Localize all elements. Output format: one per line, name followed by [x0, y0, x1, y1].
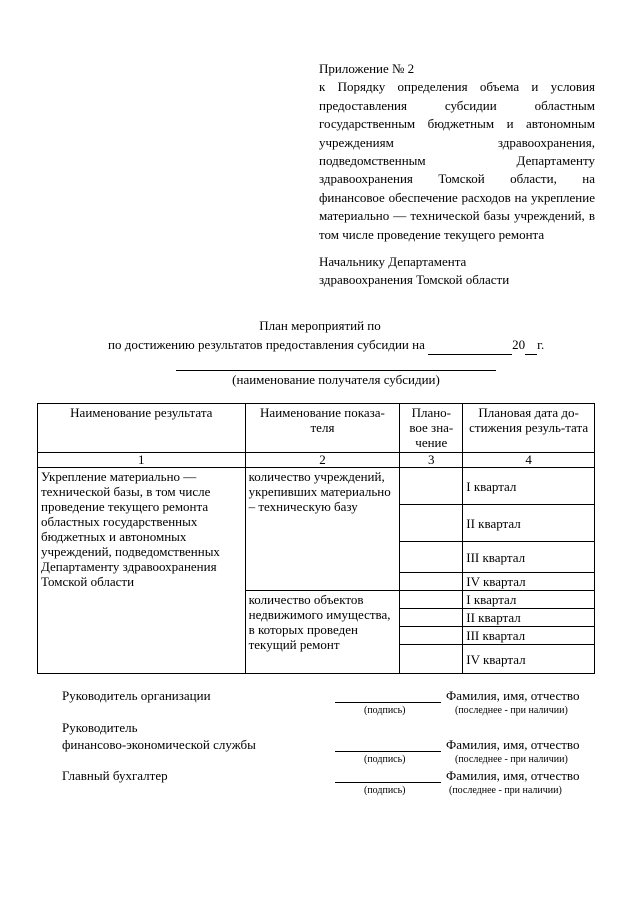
planned-value-cell[interactable]	[400, 505, 463, 542]
year-suffix: г.	[537, 337, 545, 352]
planned-value-cell[interactable]	[400, 573, 463, 591]
plan-table	[37, 403, 595, 674]
header-result: Наименование результата	[38, 404, 246, 453]
plan-subtitle-text: по достижению результатов предоставления субсидии на	[108, 337, 425, 352]
quarter-cell: I квартал	[463, 591, 595, 609]
quarter-cell: II квартал	[463, 609, 595, 627]
table-number-row	[38, 453, 595, 468]
quarter-cell: III квартал	[463, 627, 595, 645]
header-indicator: Наименование показа-теля	[245, 404, 400, 453]
table-header-row	[38, 404, 595, 453]
signature-head-label: Руководитель организации	[62, 688, 211, 703]
planned-value-cell[interactable]	[400, 468, 463, 505]
signature-accountant-line[interactable]	[335, 782, 441, 783]
plan-subtitle	[108, 336, 544, 355]
signature-finance-line[interactable]	[335, 751, 441, 752]
header-planned-date: Плановая дата до-стижения резуль-тата	[463, 404, 595, 453]
planned-value-cell[interactable]	[400, 627, 463, 645]
signature-accountant-label: Главный бухгалтер	[62, 768, 168, 783]
date-blank	[428, 336, 512, 355]
table-row	[38, 468, 595, 505]
signature-finance-label-1: Руководитель	[62, 720, 138, 735]
header-planned-value: Плано-вое зна-чение	[400, 404, 463, 453]
recipient-caption: (наименование получателя субсидии)	[232, 372, 440, 387]
indicator-2-cell: количество объектов недвижимого имущества, в которых проведен текущий ремонт	[245, 591, 400, 674]
addressee-line-1: Начальнику Департамента	[319, 254, 467, 269]
col-number-3: 3	[400, 453, 463, 468]
quarter-cell: IV квартал	[463, 573, 595, 591]
signature-head-fio: Фамилия, имя, отчество	[446, 688, 580, 703]
addressee-block	[319, 253, 595, 290]
col-number-4: 4	[463, 453, 595, 468]
quarter-cell: III квартал	[463, 542, 595, 573]
signature-accountant-fio-caption: (последнее - при наличии)	[449, 785, 562, 796]
quarter-cell: I квартал	[463, 468, 595, 505]
planned-value-cell[interactable]	[400, 609, 463, 627]
indicator-1-cell: количество учреждений, укрепивших материально – техническую базу	[245, 468, 400, 591]
signature-head-line[interactable]	[335, 702, 441, 703]
planned-value-cell[interactable]	[400, 542, 463, 573]
planned-value-cell[interactable]	[400, 591, 463, 609]
year-prefix: 20	[512, 337, 526, 352]
signature-accountant-caption: (подпись)	[364, 785, 406, 796]
signature-head-fio-caption: (последнее - при наличии)	[455, 705, 568, 716]
plan-title: План мероприятий по	[259, 318, 381, 333]
signature-finance-label-2: финансово-экономической службы	[62, 737, 256, 752]
appendix-block	[319, 60, 595, 244]
quarter-cell: IV квартал	[463, 645, 595, 674]
result-name-cell: Укрепление материально — технической базы, в том числе проведение текущего ремонта областных государственных бюджетных и автономных учреждений, подведомственных Департаменту здравоохранения Томской области	[38, 468, 246, 674]
planned-value-cell[interactable]	[400, 645, 463, 674]
signature-head-caption: (подпись)	[364, 705, 406, 716]
year-blank	[525, 336, 537, 355]
appendix-title: Приложение № 2	[319, 61, 415, 76]
col-number-2: 2	[245, 453, 400, 468]
signature-accountant-fio: Фамилия, имя, отчество	[446, 768, 580, 783]
recipient-blank-line	[176, 370, 496, 371]
addressee-line-2: здравоохранения Томской области	[319, 272, 510, 288]
appendix-text: к Порядку определения объема и условия предоставления субсидии областным государственным бюджетным и автономным учреждениям здравоохранения, подведомственным Департаменту здравоохранения Томской области, на финансовое обеспечение расходов на укрепление материально — технической базы учреждений, в том числе проведение текущего ремонта	[319, 79, 595, 242]
signature-finance-fio-caption: (последнее - при наличии)	[455, 754, 568, 765]
signature-finance-fio: Фамилия, имя, отчество	[446, 737, 580, 752]
quarter-cell: II квартал	[463, 505, 595, 542]
signature-finance-caption: (подпись)	[364, 754, 406, 765]
col-number-1: 1	[38, 453, 246, 468]
